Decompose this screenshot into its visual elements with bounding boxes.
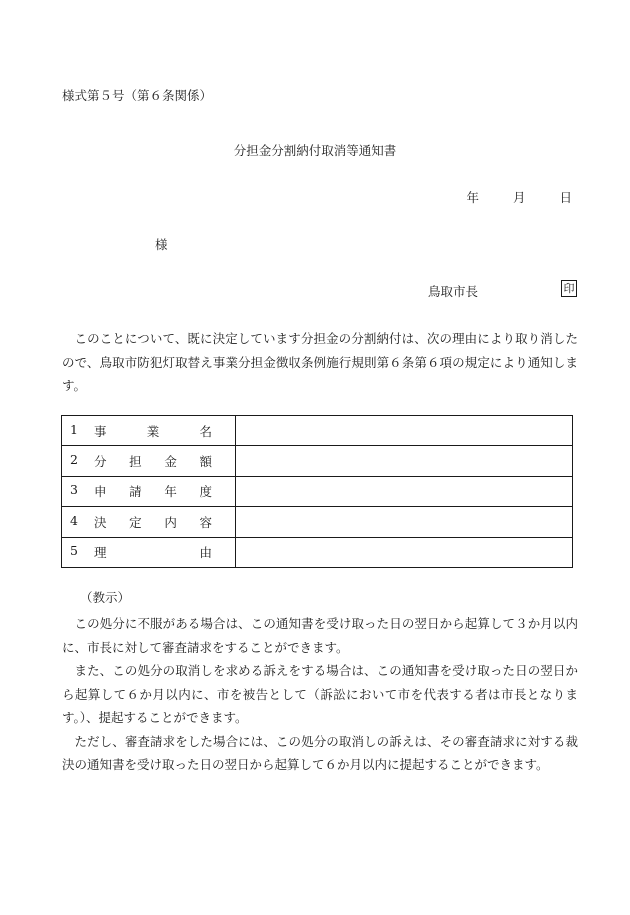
notice-paragraph: ただし、審査請求をした場合には、この処分の取消しの訴えは、その審査請求に対する裁決の通知書を受け取った日の翌日から起算して６か月以内に提起することができます。 [62, 733, 578, 772]
row-label [62, 537, 236, 567]
info-table [61, 415, 573, 568]
notice-body [62, 612, 578, 777]
row-label-text: 理由 [94, 545, 212, 561]
date-year: 年 [466, 190, 479, 205]
document-title: 分担金分割納付取消等通知書 [233, 143, 397, 158]
row-label-text: 分担金額 [94, 454, 212, 470]
row-number: 5 [70, 543, 78, 559]
row-label [62, 476, 236, 506]
row-number: 3 [70, 482, 78, 498]
row-value [236, 446, 573, 476]
body-text: このことについて、既に決定しています分担金の分割納付は、次の理由により取り消したので、鳥取市防犯灯取替え事業分担金徴収条例施行規則第６条第６項の規定により通知します。 [62, 331, 578, 393]
row-number: 2 [70, 452, 78, 468]
notice-paragraph: この処分に不服がある場合は、この通知書を受け取った日の翌日から起算して３か月以内に、市長に対して審査請求をすることができます。 [62, 616, 578, 655]
row-label-text: 事業名 [94, 423, 212, 439]
row-label [62, 416, 236, 446]
row-label-text: 決定内容 [94, 514, 212, 530]
table-row [62, 476, 573, 506]
date-month: 月 [512, 190, 526, 205]
issuer-name: 鳥取市長 [428, 284, 479, 299]
seal-mark: 印 [561, 280, 577, 297]
row-value [236, 507, 573, 537]
date-line [466, 188, 572, 206]
row-value [236, 416, 573, 446]
row-value [236, 476, 573, 506]
addressee-suffix: 様 [155, 237, 168, 252]
table-row [62, 537, 573, 567]
table-row [62, 446, 573, 476]
row-number: 4 [70, 512, 78, 528]
table-row [62, 507, 573, 537]
row-value [236, 537, 573, 567]
row-label-text: 申請年度 [94, 484, 212, 500]
row-label [62, 446, 236, 476]
notice-paragraph: また、この処分の取消しを求める訴えをする場合は、この通知書を受け取った日の翌日から起算して６か月以内に、市を被告として（訴訟において市を代表する者は市長となります。）、提起することができます。 [62, 663, 578, 725]
row-number: 1 [70, 421, 78, 437]
table-row [62, 416, 573, 446]
row-label [62, 507, 236, 537]
notice-heading: （教示） [80, 590, 131, 605]
date-day: 日 [559, 190, 572, 205]
form-number: 様式第５号（第６条関係） [62, 88, 213, 103]
